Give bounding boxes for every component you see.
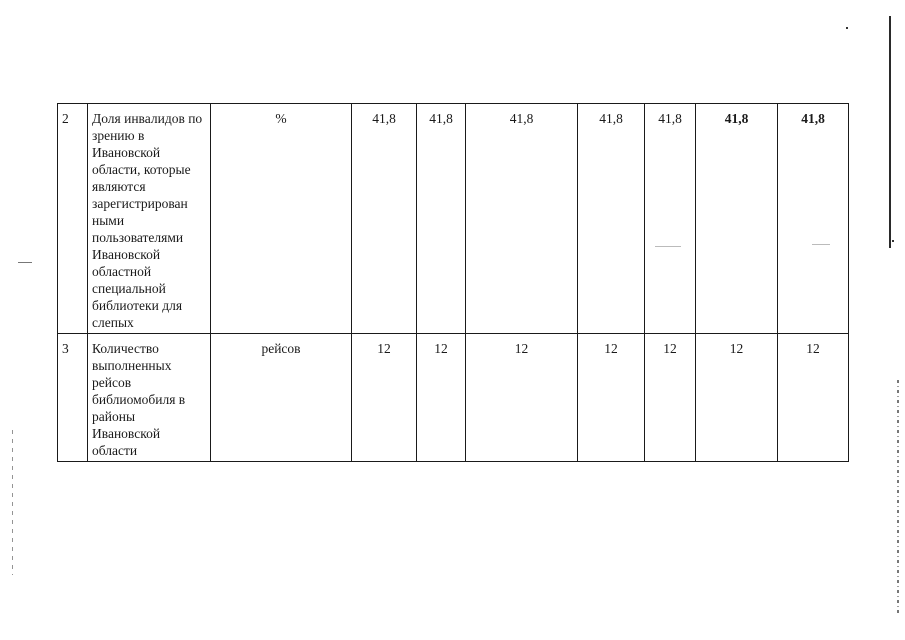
row-number: 3 [58, 334, 88, 462]
value-cell: 12 [352, 334, 417, 462]
value-cell: 12 [466, 334, 578, 462]
value-cell: 41,8 [352, 104, 417, 334]
value-cell: 41,8 [578, 104, 645, 334]
value-cell: 41,8 [696, 104, 778, 334]
row-number: 2 [58, 104, 88, 334]
table-row [58, 334, 849, 462]
value-cell: 12 [417, 334, 466, 462]
scan-artifact-edge-right [897, 380, 899, 615]
indicator-table [57, 103, 849, 462]
scan-artifact-dot [846, 27, 848, 29]
value-cell: 12 [778, 334, 849, 462]
value-cell: 12 [578, 334, 645, 462]
unit-cell: % [211, 104, 352, 334]
scan-artifact-edge-left [12, 430, 13, 575]
indicator-name: Доля инвалидов по зрению в Ивановской области, которые являются зарегистрирован ными пользователями Ивановской областной специальной библиотеки для слепых [88, 104, 211, 334]
value-cell: 41,8 [466, 104, 578, 334]
value-cell: 12 [645, 334, 696, 462]
value-cell: 12 [696, 334, 778, 462]
scan-artifact-dot [892, 240, 894, 242]
indicator-name: Количество выполненных рейсов библиомобиля в районы Ивановской области [88, 334, 211, 462]
scan-artifact-line [889, 16, 891, 248]
scan-artifact-dash [18, 262, 32, 263]
unit-cell: рейсов [211, 334, 352, 462]
table-row [58, 104, 849, 334]
value-cell: 41,8 [645, 104, 696, 334]
value-cell: 41,8 [417, 104, 466, 334]
value-cell: 41,8 [778, 104, 849, 334]
